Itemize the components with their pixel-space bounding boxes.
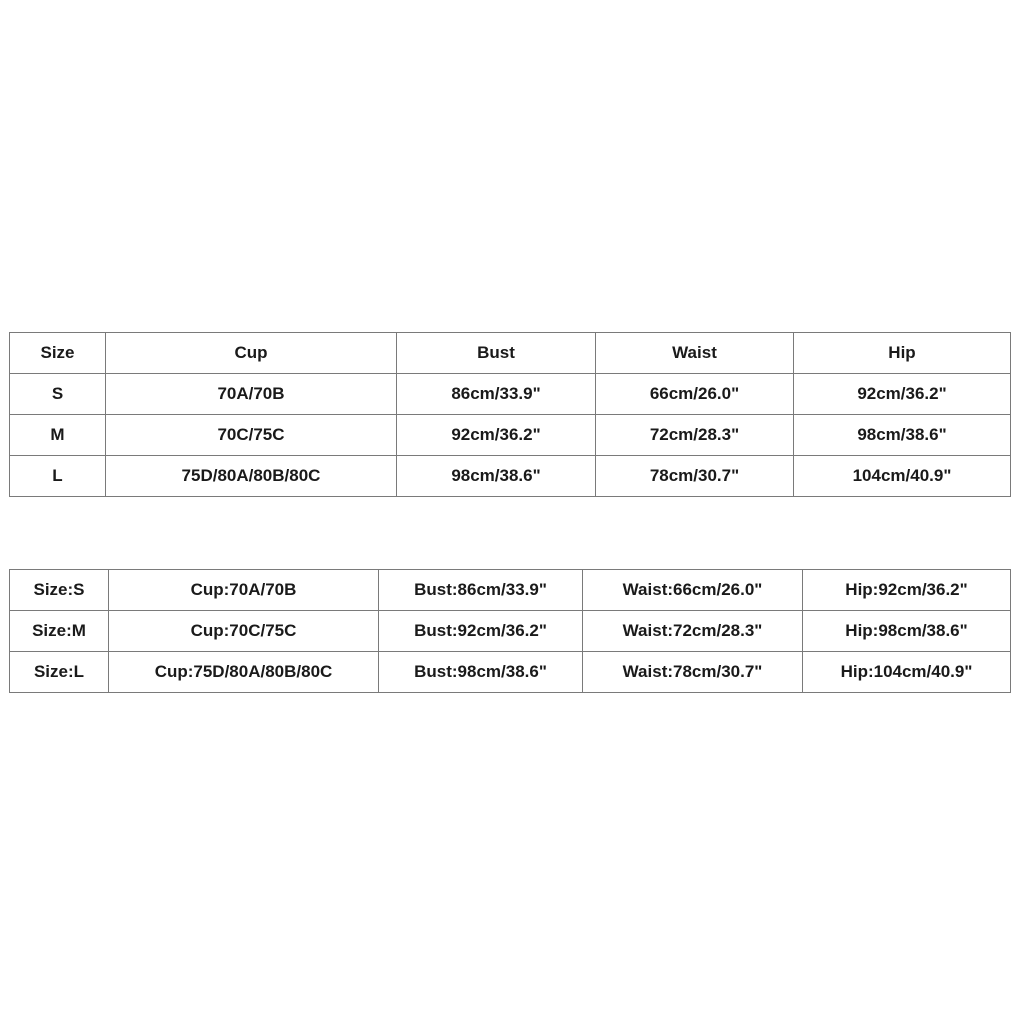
table-row [10,570,1011,611]
table-row [10,415,1011,456]
cell-hip: Hip:98cm/38.6" [803,611,1011,652]
cell-waist: 66cm/26.0" [596,374,794,415]
header-bust: Bust [397,333,596,374]
table-row [10,652,1011,693]
header-hip: Hip [794,333,1011,374]
cell-bust: Bust:92cm/36.2" [379,611,583,652]
cell-hip: 98cm/38.6" [794,415,1011,456]
cell-cup: 70C/75C [106,415,397,456]
cell-bust: 86cm/33.9" [397,374,596,415]
cell-bust: 98cm/38.6" [397,456,596,497]
size-chart-table-columns [9,332,1011,497]
cell-bust: Bust:98cm/38.6" [379,652,583,693]
cell-size: Size:S [10,570,109,611]
header-waist: Waist [596,333,794,374]
cell-cup: Cup:70A/70B [109,570,379,611]
cell-hip: 92cm/36.2" [794,374,1011,415]
cell-hip: Hip:104cm/40.9" [803,652,1011,693]
cell-waist: Waist:78cm/30.7" [583,652,803,693]
table-header-row [10,333,1011,374]
cell-size: M [10,415,106,456]
cell-size: S [10,374,106,415]
cell-cup: 70A/70B [106,374,397,415]
table-row [10,611,1011,652]
cell-hip: Hip:92cm/36.2" [803,570,1011,611]
cell-size: Size:L [10,652,109,693]
header-cup: Cup [106,333,397,374]
cell-size: Size:M [10,611,109,652]
cell-cup: Cup:75D/80A/80B/80C [109,652,379,693]
cell-hip: 104cm/40.9" [794,456,1011,497]
size-chart-table-inline [9,569,1011,693]
cell-bust: Bust:86cm/33.9" [379,570,583,611]
cell-size: L [10,456,106,497]
table-row [10,456,1011,497]
cell-cup: 75D/80A/80B/80C [106,456,397,497]
cell-waist: 78cm/30.7" [596,456,794,497]
header-size: Size [10,333,106,374]
cell-cup: Cup:70C/75C [109,611,379,652]
table-row [10,374,1011,415]
cell-waist: Waist:66cm/26.0" [583,570,803,611]
cell-waist: Waist:72cm/28.3" [583,611,803,652]
cell-waist: 72cm/28.3" [596,415,794,456]
cell-bust: 92cm/36.2" [397,415,596,456]
